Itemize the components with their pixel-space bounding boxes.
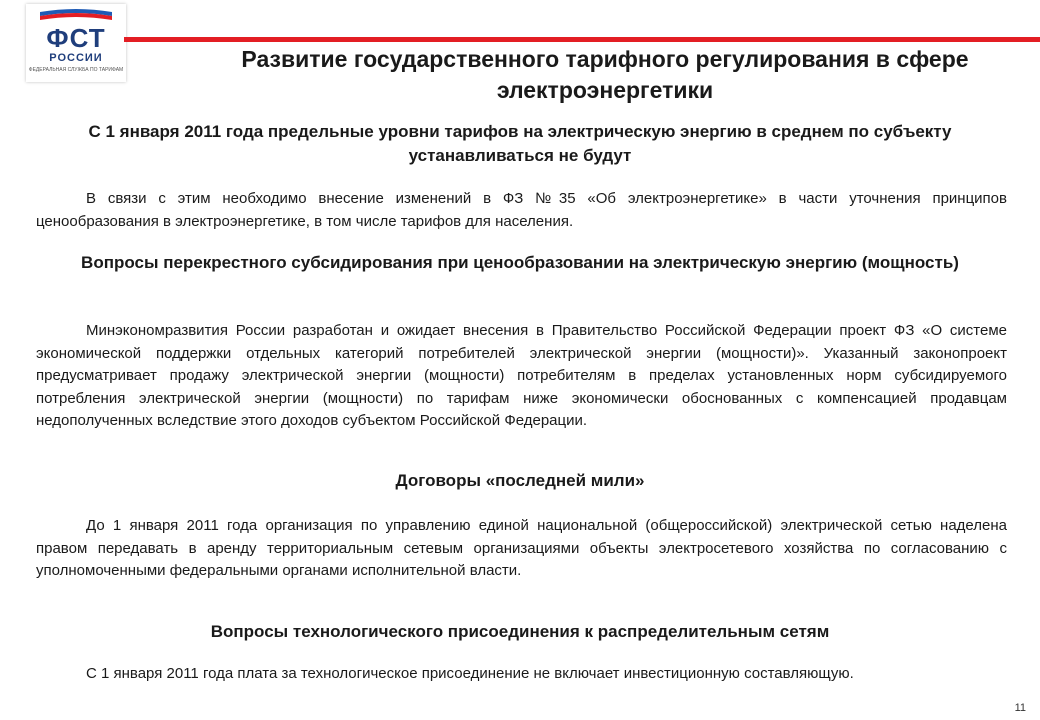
fst-logo	[26, 4, 126, 82]
slide-title: Развитие государственного тарифного регулирования в сфере электроэнергетики	[241, 46, 969, 103]
section-text-cross-subsidy: Минэкономразвития России разработан и ожидает внесения в Правительство Российской Федерации проект ФЗ «О системе экономической поддержки отдельных категорий потребителей электрической энергии (мощности)». Указанный законопроект предусматривает продажу электрической энергии (мощности) потребителям в пределах установленных норм субсидируемого потребления электрической энергии (мощности) по тарифам ниже экономически обоснованных с компенсацией продавцам недополученных вследствие этого доходов субъектом Российской Федерации.	[36, 322, 1007, 429]
header-divider	[124, 37, 1040, 42]
section-heading-connection: Вопросы технологического присоединения к распределительным сетям	[210, 622, 830, 641]
section-heading-last-mile: Договоры «последней мили»	[395, 471, 645, 490]
section-text-tariff-limits: В связи с этим необходимо внесение изменений в ФЗ №35 «Об электроэнергетике» в части уточнения принципов ценообразования в электроэнергетике, в том числе тарифов для населения.	[36, 190, 1007, 230]
section-text-last-mile: До 1 января 2011 года организация по управлению единой национальной (общероссийской) электрической сетью наделена правом передавать в аренду территориальным сетевым организациями объекты электросетевого хозяйства по согласованию с уполномоченными федеральными органами исполнительной власти.	[36, 517, 1007, 579]
logo-abbreviation: ФСТ	[46, 23, 106, 53]
section-text-connection: С 1 января 2011 года плата за технологическое присоединение не включает инвестиционную составляющую.	[86, 665, 854, 682]
logo-country: РОССИИ	[49, 52, 103, 64]
logo-subtitle: ФЕДЕРАЛЬНАЯ СЛУЖБА ПО ТАРИФАМ	[28, 67, 124, 73]
section-heading-tariff-limits: С 1 января 2011 года предельные уровни тарифов на электрическую энергию в среднем по субъекту устанавливаться не будут	[88, 122, 952, 165]
slide-number: 11	[1014, 702, 1026, 714]
section-heading-cross-subsidy: Вопросы перекрестного субсидирования при ценообразовании на электрическую энергию (мощность)	[81, 253, 959, 272]
